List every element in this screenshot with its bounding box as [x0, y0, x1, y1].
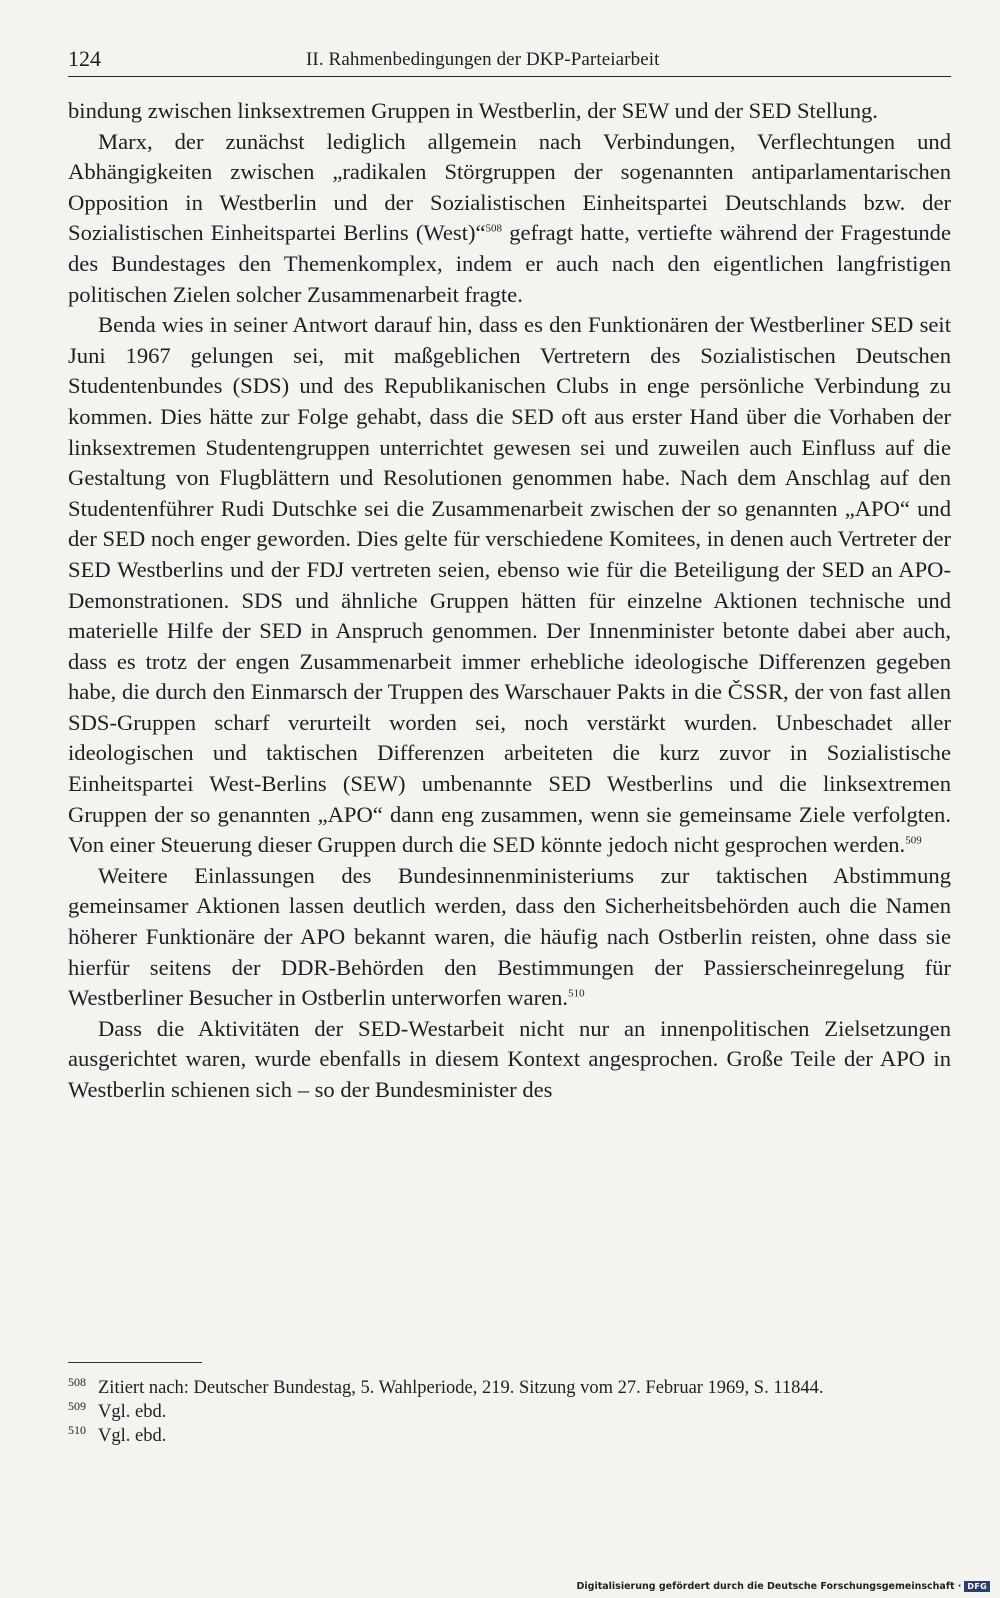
paragraph: bindung zwischen linksextremen Gruppen in Westberlin, der SEW und der SED Stellung. [68, 98, 878, 123]
paragraph: Marx, der zunächst lediglich allgemein nach Verbindungen, Verflechtungen und Abhängigkeiten zwischen „radikalen Störgruppen der sogenannten antiparlamentarischen Opposition in Westberlin und der Sozialistischen Einheitspartei Deutschlands bzw. der Sozialistischen Einheitspartei Berlins (West)“$^{508}$ gefragt hatte, vertiefte während der Fragestunde des Bundestages den Themenkomplex, indem er auch nach den eigentlichen langfristigen politischen Zielen solcher Zusammenarbeit fragte. [68, 128, 951, 307]
paragraph: Dass die Aktivitäten der SED-Westarbeit nicht nur an innenpolitischen Zielsetzungen ausgerichtet waren, wurde ebenfalls in diesem Kontext angesprochen. Große Teile der APO in Westberlin schienen sich – so der Bundesminister des [68, 1015, 951, 1102]
paragraph: Benda wies in seiner Antwort darauf hin, dass es den Funktionären der Westberliner SED seit Juni 1967 gelungen sei, mit maßgeblichen Vertretern des Sozialistischen Deutschen Studentenbundes (SDS) und des Republikanischen Clubs in enge persönliche Verbindung zu kommen. Dies hätte zur Folge gehabt, dass die SED oft aus erster Hand über die Vorhaben der linksextremen Studentengruppen unterrichtet gewesen sei und zuweilen auch Einfluss auf die Gestaltung von Flugblättern und Resolutionen genommen habe. Nach dem Anschlag auf den Studentenführer Rudi Dutschke sei die Zusammenarbeit zwischen der so genannten „APO“ und der SED noch enger geworden. Dies gelte für verschiedene Komitees, in denen auch Vertreter der SED Westberlins und der FDJ vertreten seien, ebenso wie für die Beteiligung der SED an APO-Demonstrationen. SDS und ähnliche Gruppen hätten für einzelne Aktionen technische und materielle Hilfe der SED in Anspruch genommen. Der Innenminister betonte dabei aber auch, dass es trotz der engen Zusammenarbeit immer erhebliche ideologische Differenzen gegeben habe, die durch den Einmarsch der Truppen des Warschauer Pakts in die ČSSR, der von fast allen SDS-Gruppen scharf verurteilt worden sei, noch verstärkt wurden. Unbeschadet aller ideologischen und taktischen Differenzen arbeiteten die kurz zuvor in Sozialistische Einheitspartei West-Berlins (SEW) umbenannte SED Westberlins und die linksextremen Gruppen der so genannten „APO“ dann eng zusammen, wenn sie gemeinsame Ziele verfolgten. Von einer Steuerung dieser Gruppen durch die SED könnte jedoch nicht gesprochen werden.$^{509}$ [68, 312, 951, 858]
footnote-number: 508 [68, 1375, 86, 1389]
digitization-credit [577, 1581, 990, 1592]
footnote: 509 Vgl. ebd. [68, 1400, 951, 1424]
dfg-logo: DFG [964, 1581, 990, 1592]
running-head: II. Rahmenbedingungen der DKP-Parteiarbeit [306, 49, 660, 70]
footnote-ref[interactable]: 509 [905, 834, 922, 847]
page-number: 124 [68, 46, 101, 71]
footnotes [68, 1376, 951, 1448]
footnote-number: 509 [68, 1399, 86, 1413]
body-text [68, 96, 951, 1106]
page-header [68, 46, 951, 77]
paragraph: Weitere Einlassungen des Bundesinnenministeriums zur taktischen Abstimmung gemeinsamer Aktionen lassen deutlich werden, dass den Sicherheitsbehörden auch die Namen höherer Funktionäre der APO bekannt waren, die häufig nach Ostberlin reisten, ohne dass sie hierfür seitens der DDR-Behörden den Bestimmungen der Passierscheinregelung für Westberliner Besucher in Ostberlin unterworfen waren.$^{510}$ [68, 862, 951, 1011]
footnote-number: 510 [68, 1423, 86, 1437]
footnote: 508 Zitiert nach: Deutscher Bundestag, 5. Wahlperiode, 219. Sitzung vom 27. Februar 1969, S. 11844. [68, 1376, 951, 1400]
footnote-ref[interactable]: 508 [485, 222, 503, 235]
footnote-divider [68, 1362, 202, 1363]
footnote: 510 Vgl. ebd. [68, 1424, 951, 1448]
credit-text: Digitalisierung gefördert durch die Deutsche Forschungsgemeinschaft · [576, 1581, 962, 1592]
footnote-ref[interactable]: 510 [568, 987, 585, 1000]
